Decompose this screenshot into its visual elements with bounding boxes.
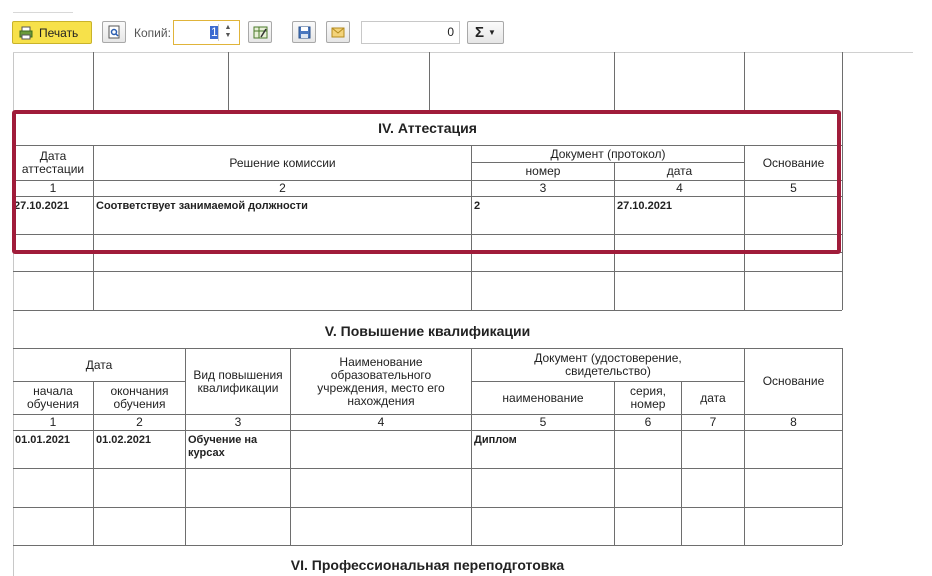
colnum-v-7: 7 [709, 415, 717, 429]
colnum-4: 4 [676, 181, 683, 195]
header-document: Документ (протокол) [550, 146, 666, 161]
section6-title: VI. Профессиональная переподготовка [290, 557, 565, 573]
header-doc-date: дата [666, 164, 693, 178]
section5-title: V. Повышение квалификации [324, 323, 531, 339]
header-decision: Решение комиссии [229, 155, 336, 170]
print-label: Печать [39, 25, 79, 40]
colnum-v-5: 5 [539, 415, 547, 429]
colnum-v-3: 3 [234, 415, 242, 429]
cell-attestation-date: 27.10.2021 [14, 200, 70, 212]
cell-training-kind: Обучение на курсах [188, 434, 258, 459]
header-date: Дата аттестации [21, 149, 85, 176]
sum-field: 0 [361, 21, 460, 44]
colnum-v-4: 4 [377, 415, 385, 429]
cell-institution [291, 431, 471, 468]
colnum-5: 5 [790, 181, 797, 195]
header-institution: Наименование образовательного учреждения, место его нахождения [317, 354, 445, 408]
header-series: серия, номер [630, 384, 666, 411]
header-cert-date: дата [700, 390, 726, 405]
colnum-v-2: 2 [136, 415, 143, 429]
header-number: номер [525, 164, 561, 178]
copies-spinner[interactable]: ▲ ▼ [218, 24, 237, 41]
copies-value: 1 [211, 25, 218, 39]
header-period: Дата [85, 357, 113, 372]
copies-label: Копий: [134, 26, 171, 40]
cell-decision: Соответствует занимаемой должности [96, 200, 308, 212]
cell-basis-v [745, 431, 842, 468]
header-start: начала обучения [26, 384, 80, 411]
header-doc-name: наименование [502, 390, 584, 405]
header-certificate: Документ (удостоверение, свидетельство) [534, 351, 682, 378]
cell-series [615, 431, 681, 468]
colnum-3: 3 [539, 181, 547, 195]
highlight-frame [12, 110, 841, 254]
header-basis: Основание [762, 155, 825, 170]
colnum-1: 1 [49, 181, 57, 195]
cell-protocol-number: 2 [474, 200, 481, 212]
header-kind: Вид повышения квалификации [193, 367, 283, 395]
cell-end-date: 01.02.2021 [96, 434, 152, 446]
chevron-down-icon: ▼ [488, 28, 496, 37]
colnum-2: 2 [279, 181, 286, 195]
header-end: окончания обучения [110, 384, 169, 411]
colnum-v-6: 6 [644, 415, 652, 429]
cell-protocol-date: 27.10.2021 [617, 200, 673, 212]
colnum-v-1: 1 [49, 415, 57, 429]
header-basis-v: Основание [762, 374, 825, 388]
cell-start-date: 01.01.2021 [15, 434, 71, 446]
cell-cert-date [682, 431, 744, 468]
cell-doc-name: Диплом [474, 434, 517, 446]
sum-icon: Σ [475, 24, 485, 41]
colnum-v-8: 8 [790, 415, 797, 429]
section4-title: IV. Аттестация [378, 120, 477, 136]
